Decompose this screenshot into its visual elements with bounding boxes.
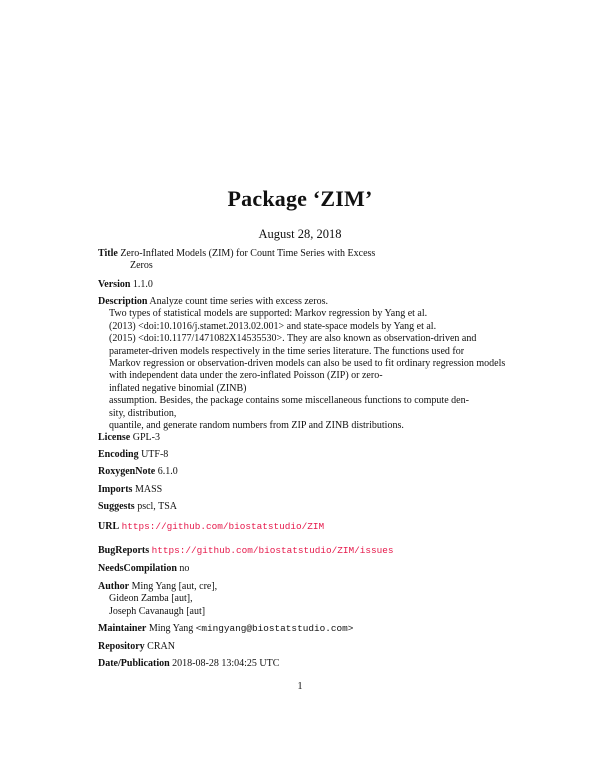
field-description	[98, 296, 508, 432]
field-imports-label: Imports	[98, 484, 133, 495]
field-encoding-label: Encoding	[98, 449, 139, 460]
description-line: inflated negative binomial (ZINB)	[109, 382, 247, 394]
field-title-label: Title	[98, 248, 118, 259]
field-imports-value: MASS	[134, 484, 163, 495]
field-version-value: 1.1.0	[132, 279, 153, 290]
description-line: quantile, and generate random numbers from ZIP and ZINB distributions.	[109, 420, 404, 432]
field-title	[98, 248, 508, 273]
field-author-label: Author	[98, 581, 130, 592]
field-roxygennote-label: RoxygenNote	[98, 466, 156, 477]
field-repository	[98, 641, 175, 653]
field-date-publication-label: Date/Publication	[98, 658, 170, 669]
package-date: August 28, 2018	[258, 227, 342, 241]
field-encoding-value: UTF-8	[141, 449, 169, 460]
field-repository-value: CRAN	[147, 641, 175, 652]
page-number: 1	[297, 681, 303, 692]
field-maintainer-label: Maintainer	[98, 623, 147, 634]
field-title-value-line1: Zero-Inflated Models (ZIM) for Count Time Series with Excess	[120, 248, 376, 259]
field-url-label: URL	[98, 521, 120, 532]
field-suggests-value: pscl, TSA	[137, 501, 178, 512]
description-line: (2015) <doi:10.1177/1471082X14535530>. They are also known as observation-driven and	[109, 333, 477, 345]
field-license-value: GPL-3	[132, 432, 160, 443]
field-author-line2: Gideon Zamba [aut],	[109, 593, 193, 605]
description-line: with independent data under the zero-inflated Poisson (ZIP) or zero-	[109, 370, 383, 382]
field-description-label: Description	[98, 296, 148, 307]
description-line: Markov regression or observation-driven models can also be used to fit ordinary regression models	[109, 358, 506, 370]
description-line: assumption. Besides, the package contains some miscellaneous functions to compute den-	[109, 395, 469, 407]
description-line: parameter-driven models respectively in the time series literature. The functions used for	[109, 345, 465, 357]
field-maintainer-name: Ming Yang	[148, 623, 194, 634]
field-author-line3: Joseph Cavanaugh [aut]	[109, 605, 206, 617]
bugreports-link[interactable]: https://github.com/biostatstudio/ZIM/issues	[151, 545, 394, 556]
field-bugreports-label: BugReports	[98, 545, 150, 556]
field-imports	[98, 484, 162, 496]
field-maintainer	[98, 623, 353, 635]
field-roxygennote-value: 6.1.0	[157, 466, 178, 477]
field-roxygennote	[98, 466, 178, 478]
field-license-label: License	[98, 432, 131, 443]
field-needscompilation-value: no	[179, 563, 190, 574]
field-needscompilation	[98, 563, 189, 575]
field-license	[98, 432, 160, 444]
description-line: (2013) <doi:10.1016/j.stamet.2013.02.001> and state-space models by Yang et al.	[109, 320, 437, 332]
package-title: Package ‘ZIM’	[227, 186, 373, 211]
field-repository-label: Repository	[98, 641, 145, 652]
field-suggests-label: Suggests	[98, 501, 135, 512]
field-date-publication-value: 2018-08-28 13:04:25 UTC	[172, 658, 280, 669]
field-author-line1: Ming Yang [aut, cre],	[131, 581, 218, 592]
field-url	[98, 521, 324, 533]
url-link[interactable]: https://github.com/biostatstudio/ZIM	[121, 521, 325, 532]
field-description-first: Analyze count time series with excess zeros.	[149, 296, 328, 307]
description-line: sity, distribution,	[109, 407, 177, 419]
description-line: Two types of statistical models are supported: Markov regression by Yang et al.	[109, 308, 428, 320]
field-bugreports	[98, 545, 394, 557]
field-description-body	[98, 308, 508, 432]
field-encoding	[98, 449, 168, 461]
maintainer-email: <mingyang@biostatstudio.com>	[195, 623, 354, 634]
field-title-value-line2: Zeros	[130, 260, 153, 272]
field-author	[98, 581, 508, 618]
field-version	[98, 279, 153, 291]
field-needscompilation-label: NeedsCompilation	[98, 563, 177, 574]
field-version-label: Version	[98, 279, 131, 290]
field-date-publication	[98, 658, 279, 670]
field-suggests	[98, 501, 177, 513]
